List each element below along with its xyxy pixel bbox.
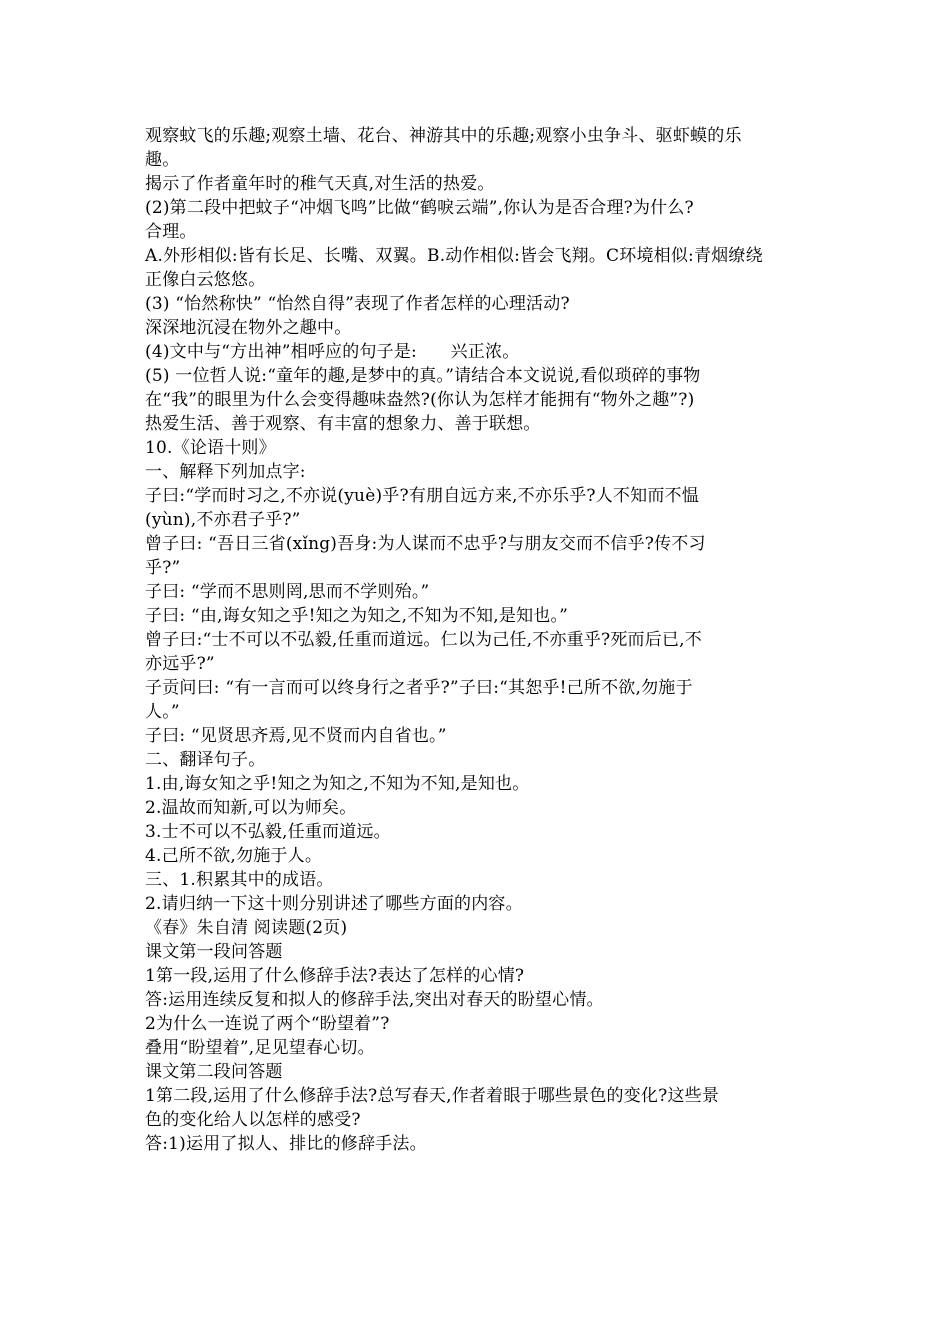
text-line: 子贡问曰: “有一言而可以终身行之者乎?”子曰:“其恕乎!己所不欲,勿施于: [145, 678, 693, 698]
text-line: 课文第一段问答题: [145, 942, 283, 962]
text-line: 子曰: “见贤思齐焉,见不贤而内自省也。”: [145, 726, 447, 746]
text-line: 一、解释下列加点字:: [145, 462, 306, 482]
text-line: 色的变化给人以怎样的感受?: [145, 1110, 361, 1130]
text-line: 叠用“盼望着”,足见望春心切。: [145, 1038, 375, 1058]
text-line: 乎?”: [145, 558, 181, 578]
text-line: 正像白云悠悠。: [145, 270, 266, 290]
document-body: [145, 124, 810, 1156]
section-heading: 10.《论语十则》: [145, 438, 276, 458]
text-line: 观察蚊飞的乐趣;观察土墙、花台、神游其中的乐趣;观察小虫争斗、驱虾蟆的乐: [145, 126, 742, 146]
text-line: A.外形相似:皆有长足、长嘴、双翼。B.动作相似:皆会飞翔。C环境相似:青烟缭绕: [145, 246, 763, 266]
text-line: 人。”: [145, 702, 180, 722]
text-line: 子曰: “学而不思则罔,思而不学则殆。”: [145, 582, 430, 602]
text-line: 曾子曰:“士不可以不弘毅,任重而道远。仁以为己任,不亦重乎?死而后已,不: [145, 630, 702, 650]
text-line: 三、1.积累其中的成语。: [145, 870, 334, 890]
section-heading: 《春》朱自清 阅读题(2页): [145, 918, 348, 938]
text-line: (3) “怡然称快” “怡然自得”表现了作者怎样的心理活动?: [145, 294, 570, 314]
text-line: 亦远乎?”: [145, 654, 215, 674]
text-line: 1第二段,运用了什么修辞手法?总写春天,作者着眼于哪些景色的变化?这些景: [145, 1086, 720, 1106]
text-line: (2)第二段中把蚊子“冲烟飞鸣”比做“鹤唳云端”,你认为是否合理?为什么?: [145, 198, 694, 218]
text-line: 1.由,诲女知之乎!知之为知之,不知为不知,是知也。: [145, 774, 530, 794]
text-line: 3.士不可以不弘毅,任重而道远。: [145, 822, 391, 842]
text-line: 合理。: [145, 222, 197, 242]
text-line: 在“我”的眼里为什么会变得趣味盎然?(你认为怎样才能拥有“物外之趣”?): [145, 390, 695, 410]
text-line: 答:1)运用了拟人、排比的修辞手法。: [145, 1134, 427, 1154]
text-line: 二、翻译句子。: [145, 750, 266, 770]
text-line: 1第一段,运用了什么修辞手法?表达了怎样的心情?: [145, 966, 525, 986]
text-line: (4)文中与“方出神”相呼应的句子是: 兴正浓。: [145, 342, 520, 362]
text-line: 曾子曰: “吾日三省(xǐng)吾身:为人谋而不忠乎?与朋友交而不信乎?传不习: [145, 534, 706, 554]
text-line: 课文第二段问答题: [145, 1062, 283, 1082]
text-line: 2.温故而知新,可以为师矣。: [145, 798, 357, 818]
text-line: 4.己所不欲,勿施于人。: [145, 846, 323, 866]
text-line: (5) 一位哲人说:“童年的趣,是梦中的真。”请结合本文说说,看似琐碎的事物: [145, 366, 701, 386]
text-line: 2.请归纳一下这十则分别讲述了哪些方面的内容。: [145, 894, 523, 914]
text-line: 趣。: [145, 150, 180, 170]
text-line: 子曰:“学而时习之,不亦说(yuè)乎?有朋自远方来,不亦乐乎?人不知而不愠: [145, 486, 699, 506]
text-line: 答:运用连续反复和拟人的修辞手法,突出对春天的盼望心情。: [145, 990, 604, 1010]
text-line: 2为什么一连说了两个“盼望着”?: [145, 1014, 390, 1034]
text-line: 热爱生活、善于观察、有丰富的想象力、善于联想。: [145, 414, 541, 434]
text-line: 深深地沉浸在物外之趣中。: [145, 318, 352, 338]
text-line: 子曰: “由,诲女知之乎!知之为知之,不知为不知,是知也。”: [145, 606, 569, 626]
text-line: (yùn),不亦君子乎?”: [145, 510, 301, 530]
text-line: 揭示了作者童年时的稚气天真,对生活的热爱。: [145, 174, 495, 194]
